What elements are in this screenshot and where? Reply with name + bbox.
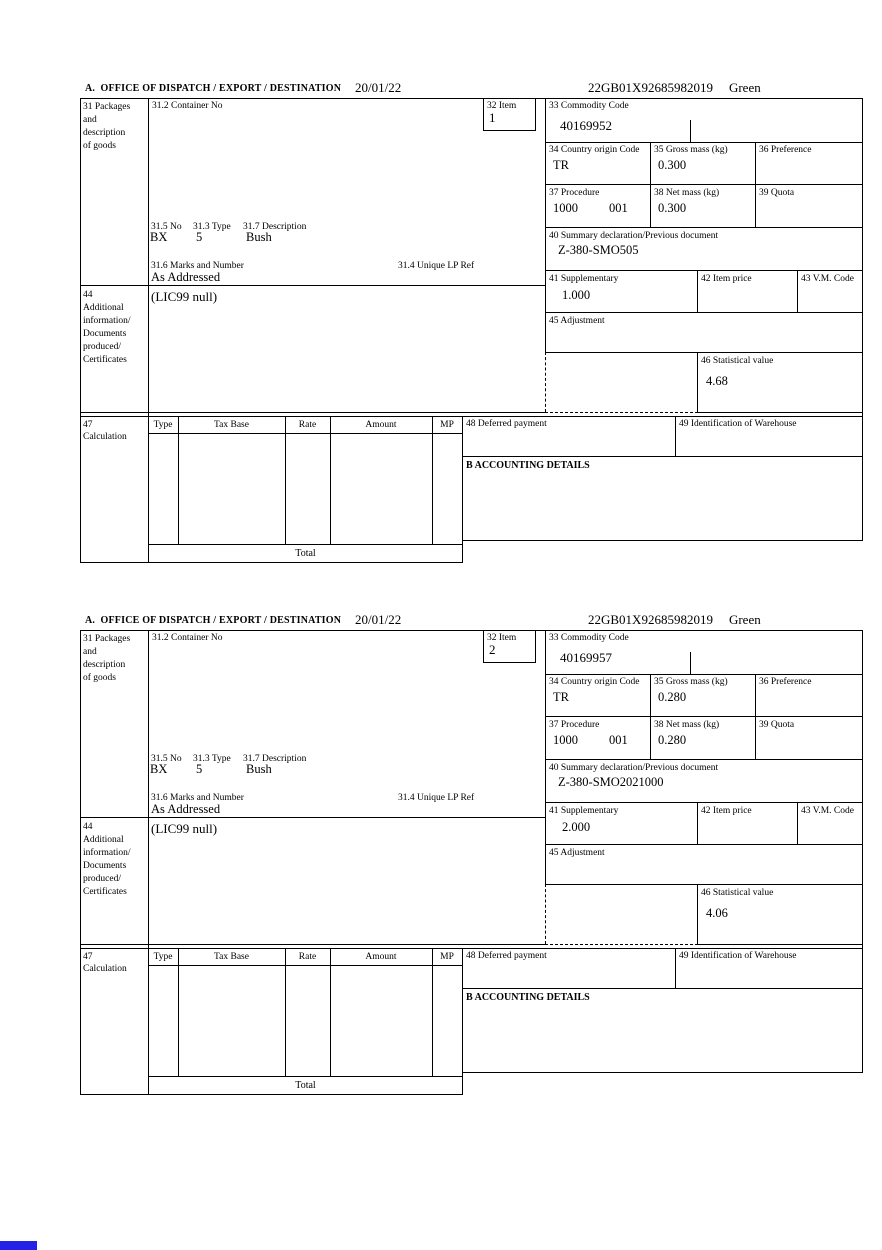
divider [545, 98, 546, 353]
box31-label [83, 633, 130, 685]
box31-label-line: of goods [83, 673, 116, 683]
divider [178, 948, 179, 1077]
divider [545, 270, 863, 271]
section-header [80, 80, 863, 98]
calc-header-mp: MP [440, 952, 454, 962]
divider [80, 630, 863, 631]
box41-label: 41 Supplementary [549, 806, 619, 816]
box44-label-line: information/ [83, 316, 131, 326]
divider [545, 184, 863, 185]
divider [483, 662, 536, 663]
package-description-value: Bush [246, 762, 272, 776]
divider [545, 844, 863, 845]
divider [675, 416, 676, 457]
divider [545, 802, 863, 803]
gross-mass-value: 0.280 [658, 690, 687, 704]
divider [650, 142, 651, 228]
calc-header-tax-base: Tax Base [214, 952, 249, 962]
divider [462, 988, 863, 989]
box44-label-line: 44 [83, 290, 93, 300]
procedure-value: 1000 [553, 201, 578, 215]
declaration-item-section-1 [80, 80, 863, 564]
divider [80, 944, 546, 945]
box31-label-line: 31 Packages [83, 102, 131, 112]
package-no-value: BX [150, 762, 168, 776]
item-number-value: 2 [489, 642, 496, 657]
dashed-divider [545, 884, 546, 944]
divider [148, 433, 463, 434]
package-type-value: 5 [196, 762, 203, 776]
previous-document-value: Z-380-SMO505 [558, 243, 639, 257]
divider [675, 948, 676, 989]
divider [697, 412, 863, 413]
movement-reference-number: 22GB01X92685982019 [588, 80, 713, 95]
box32-label: 32 Item [487, 101, 517, 111]
package-no-value: BX [150, 230, 168, 244]
dashed-divider [545, 352, 546, 412]
declaration-reference [588, 80, 761, 96]
box47-label-line: Calculation [83, 432, 127, 442]
calc-header-type: Type [153, 952, 173, 962]
divider [483, 130, 536, 131]
box44-label [83, 821, 131, 899]
divider [697, 352, 698, 413]
box44-label-line: Certificates [83, 355, 127, 365]
gross-mass-value: 0.300 [658, 158, 687, 172]
box36-label: 36 Preference [759, 677, 812, 687]
accounting-details-heading: B ACCOUNTING DETAILS [466, 460, 590, 471]
item-number-value: 1 [489, 110, 496, 125]
box38-label: 38 Net mass (kg) [654, 720, 720, 730]
procedure-value: 1000 [553, 733, 578, 747]
divider [797, 270, 798, 313]
divider [545, 674, 863, 675]
divider [862, 630, 863, 1073]
box40-label: 40 Summary declaration/Previous document [549, 231, 719, 241]
declaration-reference [588, 612, 761, 628]
divider [80, 630, 81, 1095]
divider [697, 802, 698, 845]
bottom-blue-strip [0, 1241, 37, 1250]
box48-label: 48 Deferred payment [466, 419, 547, 429]
box34-label: 34 Country origin Code [549, 677, 640, 687]
box47-label [83, 951, 127, 975]
sad-form-grid [80, 98, 863, 564]
box31-5-label: 31.5 No [151, 222, 182, 232]
box35-label: 35 Gross mass (kg) [654, 677, 728, 687]
movement-reference-number: 22GB01X92685982019 [588, 612, 713, 627]
office-of-dispatch-heading: A. OFFICE OF DISPATCH / EXPORT / DESTINATION [85, 615, 342, 626]
commodity-code-tick [690, 652, 691, 674]
divider [545, 759, 863, 760]
divider [432, 416, 433, 545]
previous-document-value: Z-380-SMO2021000 [558, 775, 664, 789]
commodity-code-tick [690, 120, 691, 142]
origin-country-value: TR [553, 690, 569, 704]
divider [148, 98, 149, 563]
box31-4-label: 31.4 Unique LP Ref [398, 261, 475, 271]
divider [483, 98, 484, 131]
calc-header-rate: Rate [298, 952, 317, 962]
calc-header-amount: Amount [365, 420, 397, 430]
origin-country-value: TR [553, 158, 569, 172]
accounting-details-heading: B ACCOUNTING DETAILS [466, 992, 590, 1003]
box47-label-line: 47 [83, 952, 93, 962]
calc-header-type: Type [153, 420, 173, 430]
calc-header-rate: Rate [298, 420, 317, 430]
procedure-extra-value: 001 [609, 201, 628, 215]
calc-total-label: Total [295, 1080, 316, 1091]
box47-label [83, 419, 127, 443]
box44-label [83, 289, 131, 367]
additional-information-value: (LIC99 null) [151, 289, 218, 304]
marks-and-numbers-value: As Addressed [151, 802, 221, 816]
divider [755, 674, 756, 760]
divider [148, 1076, 463, 1077]
sad-form-grid [80, 630, 863, 1096]
office-of-dispatch-heading: A. OFFICE OF DISPATCH / EXPORT / DESTINATION [85, 83, 342, 94]
box37-label: 37 Procedure [549, 720, 600, 730]
net-mass-value: 0.300 [658, 201, 687, 215]
divider [697, 944, 863, 945]
calc-total-label: Total [295, 548, 316, 559]
divider [80, 285, 546, 286]
box42-label: 42 Item price [701, 274, 752, 284]
box44-label-line: produced/ [83, 342, 121, 352]
divider [148, 965, 463, 966]
divider [80, 562, 463, 563]
box47-label-line: 47 [83, 420, 93, 430]
calc-header-tax-base: Tax Base [214, 420, 249, 430]
box31-label-line: of goods [83, 141, 116, 151]
box44-label-line: Documents [83, 861, 127, 871]
divider [462, 456, 863, 457]
box42-label: 42 Item price [701, 806, 752, 816]
box37-label: 37 Procedure [549, 188, 600, 198]
dashed-divider [545, 944, 698, 945]
divider [330, 948, 331, 1077]
box35-label: 35 Gross mass (kg) [654, 145, 728, 155]
box40-label: 40 Summary declaration/Previous document [549, 763, 719, 773]
box44-label-line: Documents [83, 329, 127, 339]
box33-label: 33 Commodity Code [549, 101, 629, 111]
box49-label: 49 Identification of Warehouse [679, 419, 797, 429]
dashed-divider [545, 412, 698, 413]
box44-label-line: 44 [83, 822, 93, 832]
divider [80, 948, 863, 949]
divider [545, 352, 863, 353]
divider [650, 674, 651, 760]
divider [330, 416, 331, 545]
box44-label-line: Additional [83, 835, 124, 845]
box31-4-label: 31.4 Unique LP Ref [398, 793, 475, 803]
declaration-item-section-2 [80, 612, 863, 1096]
box31-label-line: description [83, 660, 126, 670]
box47-label-line: Calculation [83, 964, 127, 974]
box46-label: 46 Statistical value [701, 356, 774, 366]
box31-2-label: 31.2 Container No [152, 101, 223, 111]
box32-label: 32 Item [487, 633, 517, 643]
divider [545, 142, 863, 143]
statistical-value: 4.68 [706, 374, 728, 388]
divider [148, 544, 463, 545]
divider [80, 416, 863, 417]
box31-label [83, 101, 130, 153]
divider [285, 416, 286, 545]
box41-label: 41 Supplementary [549, 274, 619, 284]
commodity-code-value: 40169952 [560, 118, 612, 133]
declaration-date: 20/01/22 [355, 80, 402, 95]
box31-5-label: 31.5 No [151, 754, 182, 764]
box31-6-label: 31.6 Marks and Number [151, 261, 244, 271]
divider [80, 98, 863, 99]
divider [80, 412, 546, 413]
box31-3-label: 31.3 Type [193, 754, 231, 764]
divider [535, 98, 536, 131]
supplementary-units-value: 1.000 [562, 288, 591, 302]
commodity-code-value: 40169957 [560, 650, 612, 665]
box39-label: 39 Quota [759, 188, 795, 198]
divider [432, 948, 433, 1077]
box31-3-label: 31.3 Type [193, 222, 231, 232]
box36-label: 36 Preference [759, 145, 812, 155]
divider [862, 98, 863, 541]
box44-label-line: produced/ [83, 874, 121, 884]
box48-label: 48 Deferred payment [466, 951, 547, 961]
box49-label: 49 Identification of Warehouse [679, 951, 797, 961]
calc-header-mp: MP [440, 420, 454, 430]
routing-status: Green [728, 80, 761, 95]
divider [462, 1072, 863, 1073]
box43-label: 43 V.M. Code [801, 806, 854, 816]
divider [697, 270, 698, 313]
box45-label: 45 Adjustment [549, 316, 605, 326]
divider [535, 630, 536, 663]
box31-label-line: description [83, 128, 126, 138]
box31-7-label: 31.7 Description [243, 222, 307, 232]
package-description-value: Bush [246, 230, 272, 244]
box31-2-label: 31.2 Container No [152, 633, 223, 643]
statistical-value: 4.06 [706, 906, 728, 920]
divider [80, 1094, 463, 1095]
divider [462, 416, 463, 563]
divider [545, 884, 863, 885]
divider [148, 630, 149, 1095]
divider [797, 802, 798, 845]
net-mass-value: 0.280 [658, 733, 687, 747]
procedure-extra-value: 001 [609, 733, 628, 747]
divider [178, 416, 179, 545]
divider [483, 630, 484, 663]
box43-label: 43 V.M. Code [801, 274, 854, 284]
divider [755, 142, 756, 228]
section-header [80, 612, 863, 630]
box39-label: 39 Quota [759, 720, 795, 730]
divider [697, 884, 698, 945]
box45-label: 45 Adjustment [549, 848, 605, 858]
calc-header-amount: Amount [365, 952, 397, 962]
package-type-value: 5 [196, 230, 203, 244]
box31-label-line: 31 Packages [83, 634, 131, 644]
box33-label: 33 Commodity Code [549, 633, 629, 643]
box46-label: 46 Statistical value [701, 888, 774, 898]
box31-7-label: 31.7 Description [243, 754, 307, 764]
divider [462, 948, 463, 1095]
divider [80, 98, 81, 563]
declaration-date: 20/01/22 [355, 612, 402, 627]
box34-label: 34 Country origin Code [549, 145, 640, 155]
divider [462, 540, 863, 541]
divider [545, 716, 863, 717]
divider [80, 817, 546, 818]
box31-label-line: and [83, 647, 97, 657]
supplementary-units-value: 2.000 [562, 820, 591, 834]
divider [545, 312, 863, 313]
box44-label-line: Additional [83, 303, 124, 313]
routing-status: Green [728, 612, 761, 627]
box44-label-line: information/ [83, 848, 131, 858]
box31-6-label: 31.6 Marks and Number [151, 793, 244, 803]
divider [285, 948, 286, 1077]
divider [545, 630, 546, 885]
marks-and-numbers-value: As Addressed [151, 270, 221, 284]
divider [545, 227, 863, 228]
box31-label-line: and [83, 115, 97, 125]
box44-label-line: Certificates [83, 887, 127, 897]
additional-information-value: (LIC99 null) [151, 821, 218, 836]
box38-label: 38 Net mass (kg) [654, 188, 720, 198]
